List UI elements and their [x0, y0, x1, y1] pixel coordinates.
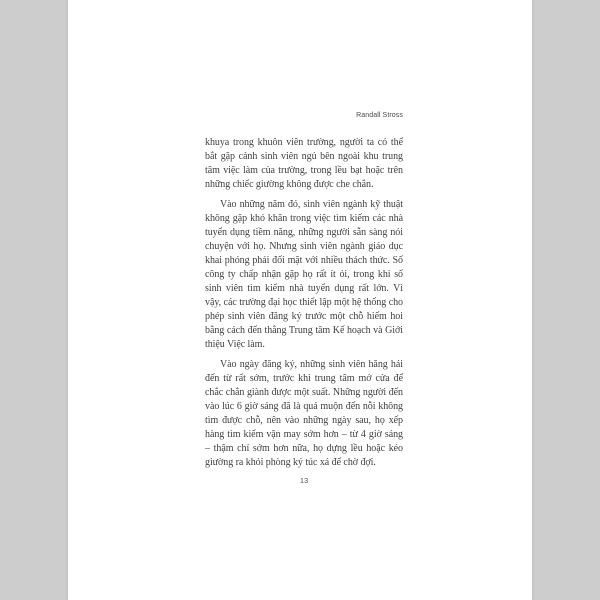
book-page [68, 0, 532, 600]
body-paragraph: Vào những năm đó, sinh viên ngành kỹ thuật không gặp khó khăn trong việc tìm kiếm các nhà tuyển dụng tiềm năng, những người sẵn sàng nói chuyện với họ. Nhưng sinh viên ngành giáo dục khai phóng phải đối mặt với nhiều thách thức. Số công ty chấp nhận gặp họ rất ít ỏi, trong khi số sinh viên tìm kiếm nhà tuyển dụng rất lớn. Vì vậy, các trường đại học thiết lập một hệ thống cho phép sinh viên đăng ký trước một chỗ hiếm hoi bằng cách đến thẳng Trung tâm Kế hoạch và Giới thiệu Việc làm. [205, 199, 403, 350]
running-header-author: Randall Stross [356, 112, 403, 119]
page-text-block [205, 136, 403, 485]
body-paragraph: khuya trong khuôn viên trường, người ta có thể bắt gặp cảnh sinh viên ngủ bên ngoài khu trung tâm việc làm của trường, trong lều bạt hoặc trên những chiếc giường không được che chắn. [205, 137, 403, 190]
body-paragraph: Vào ngày đăng ký, những sinh viên hăng hái đến từ rất sớm, trước khi trung tâm mở cửa để chắc chắn giành được một suất. Những người đến vào lúc 6 giờ sáng đã là quá muộn đến nỗi không tìm được chỗ, nên vào những ngày sau, họ xếp hàng tìm kiếm vận may sớm hơn – từ 4 giờ sáng – thậm chí sớm hơn nữa, họ dựng lều hoặc kéo giường ra khỏi phòng ký túc xá để chờ đợi. [205, 359, 403, 468]
page-number: 13 [299, 476, 309, 485]
